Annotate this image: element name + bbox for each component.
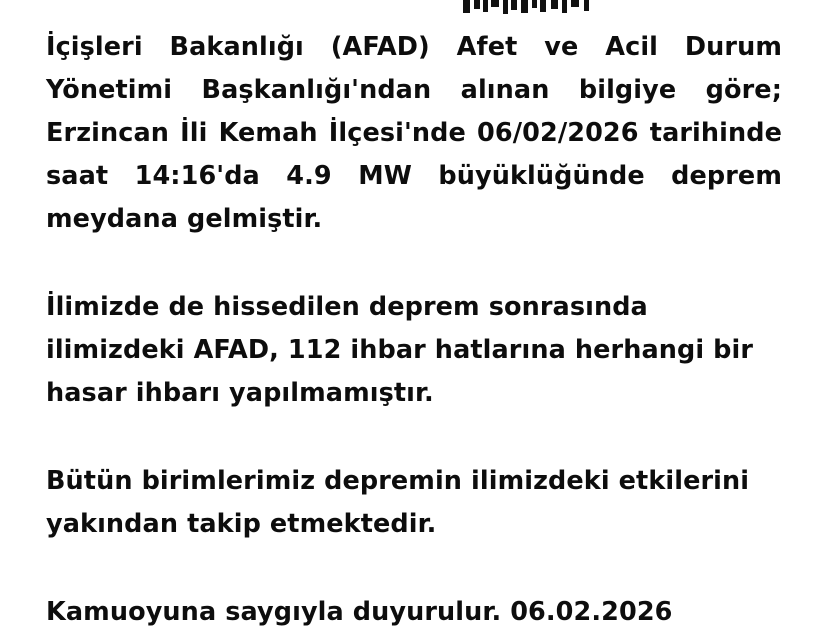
- paragraph-no-damage-reports: İlimizde de hissedilen deprem sonrasında ilimizdeki AFAD, 112 ihbar hatlarına herhangi bir hasar ihbarı yapılmamıştır.: [46, 292, 754, 408]
- paragraph-earthquake-report: İçişleri Bakanlığı (AFAD) Afet ve Acil Durum Yönetimi Başkanlığı'ndan alınan bilgiye göre; Erzincan İli Kemah İlçesi'nde 06/02/2026 tarihinde saat 14:16'da 4.9 MW büyüklüğünde deprem meydana gelmiştir.: [46, 32, 782, 234]
- paragraph-spacer: [46, 415, 782, 460]
- announcement-body: [46, 0, 782, 627]
- paragraph-public-notice: Kamuoyuna saygıyla duyurulur. 06.02.2026: [46, 597, 673, 627]
- paragraph-spacer: [46, 241, 782, 286]
- paragraph-monitoring: Bütün birimlerimiz depremin ilimizdeki etkilerini yakından takip etmektedir.: [46, 466, 750, 539]
- paragraph-spacer: [46, 546, 782, 591]
